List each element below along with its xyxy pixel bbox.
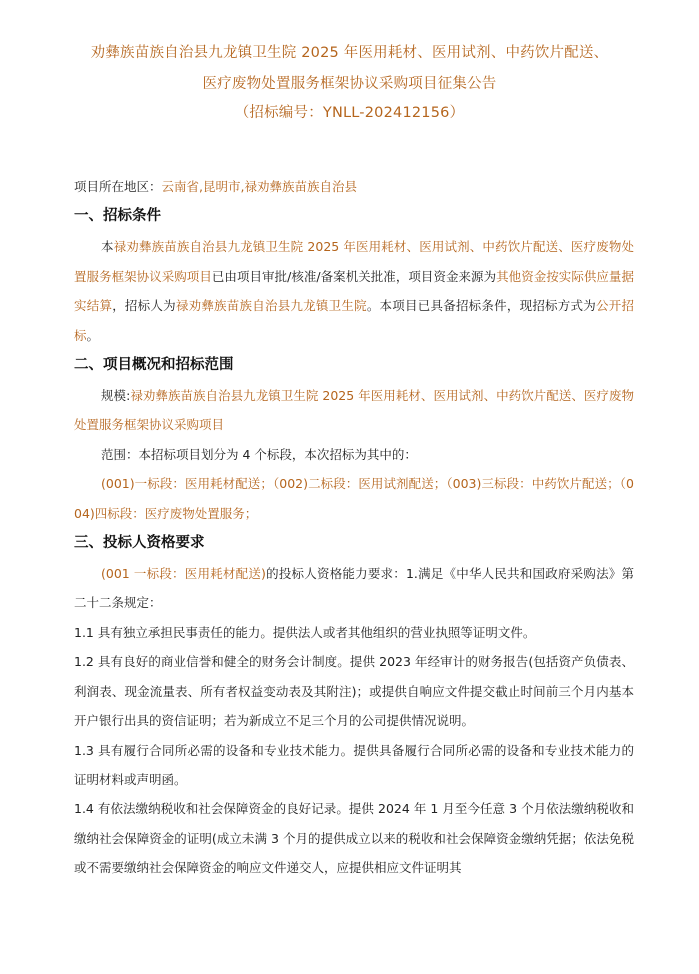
requirement-1-2: 1.2 具有良好的商业信誉和健全的财务会计制度。提供 2023 年经审计的财务报告(包括资产负债表、利润表、现金流量表、所有者权益变动表及其附注)；或提供自响应文件提交截止时间前三个月内基本开户银行出具的资信证明；若为新成立不足三个月的公司提供情况说明。 — [74, 654, 634, 729]
region-value: 云南省,昆明市,禄劝彝族苗族自治县 — [161, 179, 357, 194]
section-3-heading: 三、投标人资格要求 — [74, 535, 205, 552]
section-1-heading: 一、招标条件 — [74, 208, 161, 225]
scale-value: 禄劝彝族苗族自治县九龙镇卫生院 2025 年医用耗材、医用试剂、中药饮片配送、医疗废物处置服务框架协议采购项目 — [74, 388, 634, 433]
text-run: 。 — [86, 327, 100, 343]
section-2-scale — [74, 381, 634, 440]
scale-label: 规模: — [101, 388, 131, 404]
bid-number: （招标编号：YNLL-202412156） — [234, 105, 465, 121]
fund-source-highlight: 其他资金按实际供应量据实结算 — [74, 268, 634, 314]
section-2-scope: 范围：本招标项目划分为 4 个标段，本次招标为其中的： — [101, 446, 417, 462]
text-run: 已由项目审批/核准/备案机关批准，项目资金来源为 — [211, 268, 497, 284]
tenderer-highlight: 禄劝彝族苗族自治县九龙镇卫生院 — [175, 298, 367, 314]
doc-body — [74, 172, 634, 883]
doc-title-line2: 医疗废物处置服务框架协议采购项目征集公告 — [202, 76, 497, 92]
project-name-highlight: 禄劝彝族苗族自治县九龙镇卫生院 2025 年医用耗材、医用试剂、中药饮片配送、医疗废物处置服务框架协议采购项目 — [74, 239, 634, 284]
text-run: 的投标人资格能力要求：1.满足《中华人民共和国政府采购法》第二十二条规定： — [74, 566, 634, 611]
text-run: ，招标人为 — [112, 298, 176, 314]
requirement-1-3: 1.3 具有履行合同所必需的设备和专业技术能力。提供具备履行合同所必需的设备和专业技术能力的证明材料或声明函。 — [74, 742, 634, 787]
section-3-intro — [74, 559, 634, 618]
section-2-heading: 二、项目概况和招标范围 — [74, 357, 234, 374]
section-1-paragraph — [74, 232, 634, 350]
section-2-lots: (001)一标段：医用耗材配送；（002)二标段：医用试剂配送；（003)三标段：中药饮片配送；（004)四标段：医疗废物处置服务； — [74, 476, 634, 521]
text-run: 。本项目已具备招标条件，现招标方式为 — [366, 298, 596, 314]
requirement-1-1: 1.1 具有独立承担民事责任的能力。提供法人或者其他组织的营业执照等证明文件。 — [74, 624, 536, 640]
lot-highlight: (001 一标段：医用耗材配送) — [101, 566, 266, 582]
region-label: 项目所在地区： — [74, 179, 162, 194]
requirement-1-4: 1.4 有依法缴纳税收和社会保障资金的良好记录。提供 2024 年 1 月至今任意 3 个月依法缴纳税收和缴纳社会保障资金的证明(成立未满 3 个月的提供成立以来的税收和社会保障资金缴纳凭据；依法免税或不需要缴纳社会保障资金的响应文件递交人，应提供相应文件证明其 — [74, 801, 634, 876]
doc-title-line1: 劝彝族苗族自治县九龙镇卫生院 2025 年医用耗材、医用试剂、中药饮片配送、 — [90, 45, 609, 61]
project-region — [74, 172, 634, 201]
text-run: 本 — [101, 239, 114, 255]
tender-method-highlight: 公开招标 — [74, 298, 634, 343]
